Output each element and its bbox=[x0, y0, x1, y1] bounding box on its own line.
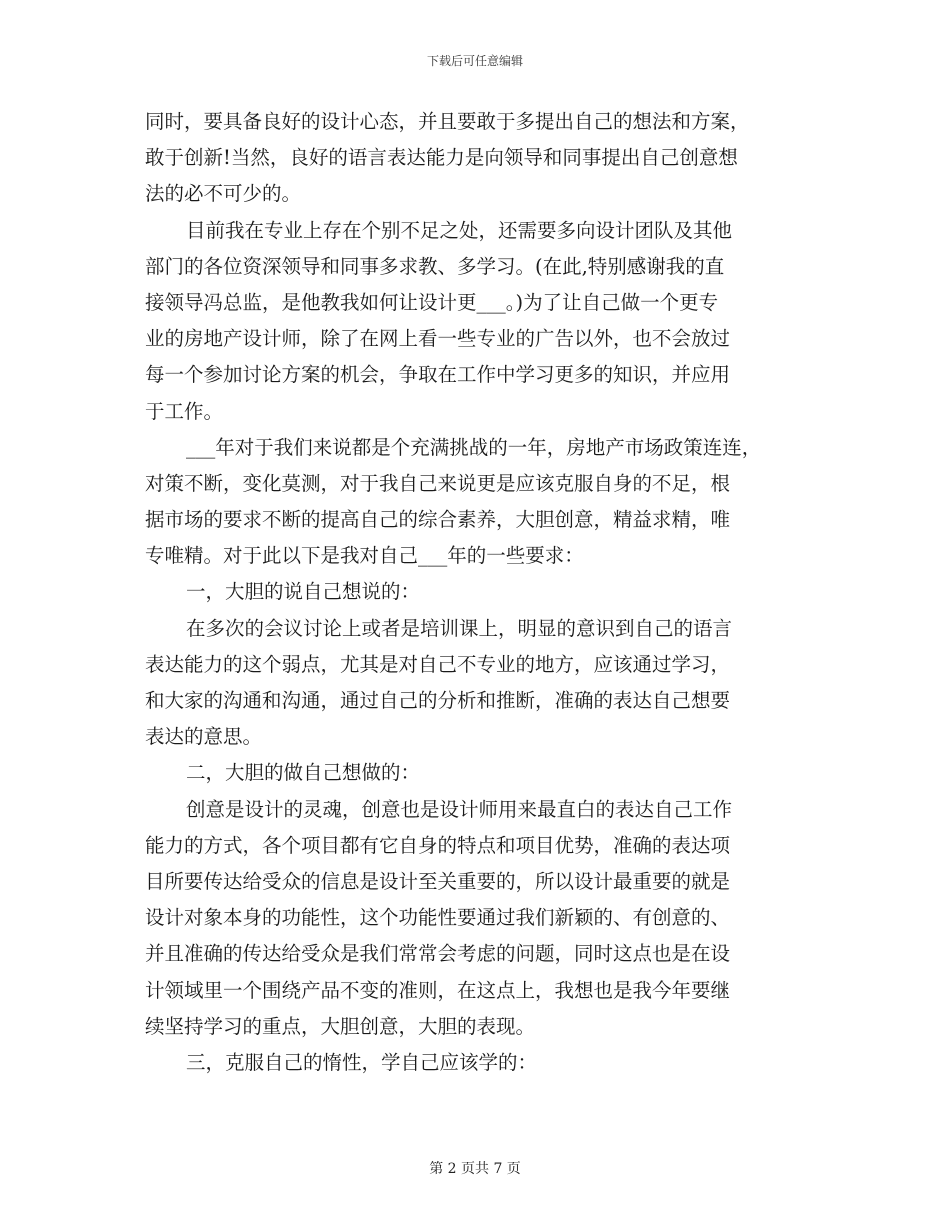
text-line: 创意是设计的灵魂，创意也是设计师用来最直白的表达自己工作 bbox=[186, 797, 733, 821]
text-line: 能力的方式，各个项目都有它自身的特点和项目优势，准确的表达项 bbox=[145, 833, 731, 857]
text-line: 同时，要具备良好的设计心态，并且要敢于多提出自己的想法和方案， bbox=[145, 110, 750, 133]
text-line: 在多次的会议讨论上或者是培训课上，明显的意识到自己的语言 bbox=[186, 616, 733, 640]
text-line: 每一个参加讨论方案的机会，争取在工作中学习更多的知识，并应用 bbox=[145, 363, 731, 387]
text-line: 专唯精。对于此以下是我对自己___年的一些要求： bbox=[145, 544, 584, 568]
text-line: 敢于创新!当然，良好的语言表达能力是向领导和同事提出自己创意想 bbox=[145, 146, 738, 170]
text-line: 设计对象本身的功能性，这个功能性要通过我们新颖的、有创意的、 bbox=[145, 906, 731, 930]
text-line: 部门的各位资深领导和同事多求教、多学习。(在此,特别感谢我的直 bbox=[145, 254, 725, 278]
document-body bbox=[145, 104, 815, 1081]
text-line: 对策不断，变化莫测，对于我自己来说更是应该克服自身的不足，根 bbox=[145, 471, 731, 495]
text-line: 接领导冯总监，是他教我如何让设计更___。)为了让自己做一个更专 bbox=[145, 290, 719, 314]
text-line: 目所要传达给受众的信息是设计至关重要的，所以设计最重要的就是 bbox=[145, 869, 731, 893]
text-line: 并且准确的传达给受众是我们常常会考虑的问题，同时这点也是在设 bbox=[145, 942, 731, 966]
page-footer: 第 2 页共 7 页 bbox=[429, 1161, 521, 1177]
text-line: 二，大胆的做自己想做的： bbox=[186, 761, 421, 785]
text-line: ___年对于我们来说都是个充满挑战的一年，房地产市场政策连连， bbox=[186, 435, 762, 459]
text-line: 表达的意思。 bbox=[145, 725, 263, 749]
text-line: 业的房地产设计师，除了在网上看一些专业的广告以外，也不会放过 bbox=[145, 327, 731, 351]
text-line: 一，大胆的说自己想说的： bbox=[186, 580, 421, 604]
text-line: 计领域里一个围绕产品不变的准则，在这点上，我想也是我今年要继 bbox=[145, 978, 731, 1002]
text-line: 目前我在专业上存在个别不足之处，还需要多向设计团队及其他 bbox=[186, 218, 733, 242]
text-line: 据市场的要求不断的提高自己的综合素养，大胆创意，精益求精，唯 bbox=[145, 508, 731, 532]
text-line: 于工作。 bbox=[145, 399, 224, 423]
text-line: 和大家的沟通和沟通，通过自己的分析和推断，准确的表达自己想要 bbox=[145, 689, 731, 712]
text-line: 三，克服自己的惰性，学自己应该学的： bbox=[186, 1050, 538, 1074]
text-line: 法的必不可少的。 bbox=[145, 182, 302, 206]
page-header: 下载后可任意编辑 bbox=[426, 54, 523, 68]
text-line: 表达能力的这个弱点，尤其是对自己不专业的地方，应该通过学习， bbox=[145, 652, 731, 676]
text-line: 续坚持学习的重点，大胆创意，大胆的表现。 bbox=[145, 1014, 536, 1038]
